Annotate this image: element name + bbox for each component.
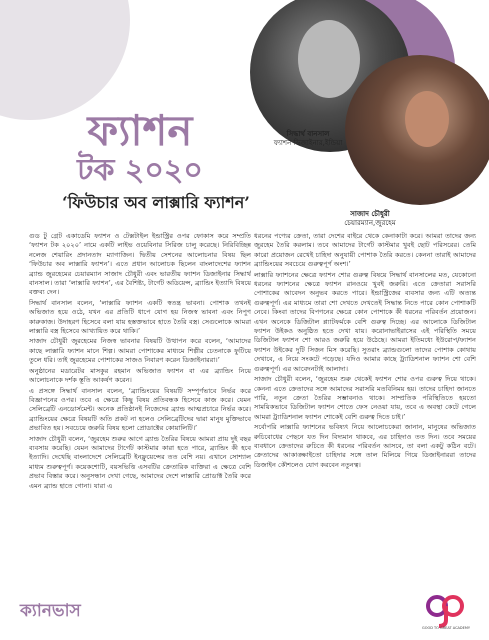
page-title-line-2: টক ২০২০ (77, 153, 203, 188)
paragraph: অনুষ্ঠানের মডারেটর মাসকুর রহমান অভিজাত ফ্যাশন বা এর ব্র্যান্ডিং নিয়ে আলোচনাকে দর্শক স্তূতি আকর্ষণ করেন। (29, 366, 251, 385)
paragraph: সাজাদ চৌধুরী বলেন, ‘জুরহেম শুরুর আগে ব্র্যান্ড তৈরির বিষয়ে আমরা প্রায় দুই বছর ব্যবসায় করেছি। যেমন আমাদের টার্গেট কাস্টমার কারা হতে পারে, ব্র্যান্ডিং কী হবে ইত্যাদি। দেখেছি বাংলাদেশে সেলিব্রেটি ইনফ্লুয়েন্সের তত বেশি নয়। এখানে সোশ্যাল মাধ্যম শুরুত্বপূর্ণ। কয়েকশোটি, বয়সভিত্তি এসবটির ক্রেতারিক ব্যক্তিরা এ ক্ষেত্রে বেশি প্রভাব বিস্তার করে। অনুসন্ধান দেখা গেছে, আমাদের দেশে লাক্সারি প্রোডাক্ট তৈরি করে এমন ব্র্যান্ড হাতে গোনা। যারা এ (29, 434, 251, 490)
paragraph: সিদ্ধার্থ বানসাল বলেন, ‘লাক্সারি ফ্যাশন একটি স্বতন্ত্র ভাবনা। পোশাক তখনই অভিজাত হয়ে ওঠে, যখন এর প্রতিটি ধাপে যোগ হয় নিজস্ব ভাবনা এবং নিপুণ কারুকাজ। উদাহরণ হিসেবে বলা যায় হস্তক্তভাবে হাতে তৈরি বস্ত্র। সেগুলোকে আমরা লাক্সারি বস্ত্র হিসেবে আখ্যায়িত করে থাকি।’ (29, 298, 251, 336)
caption-name: সিদ্ধার্থ বানসাল (286, 130, 330, 138)
caption-person-2 (330, 210, 410, 228)
paragraph: লাক্সারি ফ্যাশনের ক্ষেত্রে ফ্যাশন শোর গুরুত্ব বিষয়ে সিদ্ধার্থ বানসালের মত, যেকোনো ধরনের ফ্যাশনের ক্ষেত্রে ফ্যাশন রানওয়ে খুবই জরুরি। এতে ক্রেতারা সরাসরি পোশাকের আবেদন অনুভব করতে পারে। ইন্ডাস্ট্রিজের ব্যবসার জন্য এটি অত্যন্ত গুরুত্বপূর্ণ। এর মাধ্যমে তারা শো দেখতে দেখতেই সিদ্ধান্ত নিতে পারে কোন পোশাকটি নেবে। কিংবা তাদের বিপণনের ক্ষেত্রে কোন পোশাকে কী ধরনের পরিবর্তন প্রয়োজন। এখন অনেকে ডিজিটাল প্ল্যাটফর্মকে বেশি গুরুত্ব দিচ্ছে। এর আলোকে ডিজিটাল ফ্যাশন উইকও অনুষ্ঠিত হতে দেখা যায়। করোনাভাইরাসের এই পরিস্থিতি সময়ে ডিজিটাল ফ্যাশন শো আরও জরুরি হয়ে উঠেছে। আমরা ইতিমধ্যে ইউরোপ/ফ্যাশন ফ্যাশন উইকের দুটি সিজন মিস করেছি। সুতরাং ব্র্যান্ডগুলো তাদের পোশাক কোথায় দেখাবে, এ নিয়ে সংকটে পড়েছে। যদিও আমার কাছে ট্র্যাডিশনাল ফ্যাশন শো বেশি গুরুত্বপূর্ণ। এর আবেদনটাই আলাদা। (254, 270, 476, 373)
magazine-logo: ক্যানভাস (20, 601, 81, 621)
gg-academy-logo-icon (425, 592, 465, 628)
caption-role: চেয়ারম্যান,জুরহেম (344, 219, 396, 227)
page-subtitle: ‘ফিউচার অব লাক্সারি ফ্যাশন’ (62, 193, 250, 212)
page-title-line-1: ফ্যাশন (87, 106, 193, 155)
paragraph: গুড টু গ্রেট একাডেমি ফ্যাশন ও টেক্সটাইল ইন্ডাস্ট্রির ওপর ফোকাস করে সম্প্রতি ‘ফ্যাশন টক ২০২০’ নামে একটি লাইভ ওয়েবিনার সিরিজ চালু করেছে। নিরিবিচ্ছিন্ন নলেজ শেয়ারিং প্রদানতাদ ম্যাগাজিন। দ্বিতীয় সেশনের আলোচনার বিষয় ছিল ‘ফিউচার অব লাক্সারি ফ্যাশন’। এতে প্রধান আলোচক ছিলেন বাংলাদেশের ফ্যাশন ব্র্যান্ড জুরহেমের চেয়ারম্যান সাজাদ চৌধুরী এবং ভারতীয় ফ্যাশন ডিজাইনার সিদ্ধার্থ বানসাল। তারা ‘লাক্সারি ফ্যাশন’, এর বৈশিষ্ট্য, টার্গেট অডিয়েন্স, ব্র্যান্ডিং ইত্যাদি বিষয়ে বক্তব্য দেন। (29, 232, 251, 297)
caption-name: সাজাদ চৌধুরী (350, 210, 390, 218)
paragraph: ধরনের পণ্যের ক্রেতা, তারা দেশের বাইরে থেকে কেনাকাটা করে। আমরা তাদের জন্য জুরহেম তৈরি করলাম। তবে আমাদের টার্গেট কাস্টমার খুবই ছোট পরিসরের। তেমি কারো প্রয়োজন রেখেই চাহিদা অনুযায়ী পোশাক তৈরি করতে। কেননা তারাই আমাদের ব্র্যান্ডিংয়ের সবচেয়ে গুরুত্বপূর্ণ অংশ।’ (254, 232, 476, 269)
gg-academy-logo-text: GOOD TO GREAT ACADEMY (422, 626, 470, 630)
paragraph: এ প্রসঙ্গে সিদ্ধার্থ বানসাল বলেন, ‘ব্র্যান্ডিংয়ের বিষয়টি সম্পূর্ণভাবে নির্ভর করে বিজ্ঞাপনের ওপর। তবে এ ক্ষেত্রে কিছু বিষয় প্রতিবন্ধক হিসেবে কাজ করে। যেমন সেলিব্রেটি এনডোর্সমেন্ট। অনেক প্রতিষ্ঠানই নিজেদের ব্র্যান্ড আত্মপ্রচারে নির্ভর করে। ব্র্যান্ডিংয়ের ক্ষেত্রে বিষয়টি অতি প্রকট না হলেও সেলিব্রেটিদের দ্বারা মানুষ মুক্তিভাবে প্রভাবিত হয়। সবচেয়ে জরুরি বিষয় হলো প্রোডাক্টের কোয়ালিটি।’ (29, 386, 251, 433)
article-column-right (254, 232, 476, 597)
paragraph: সর্বোপরি লাক্সারি ফ্যাশনের ভবিষ্যৎ নিয়ে আলোচকেরা জানান, মানুষের অভিজাত রুচিবোধের পেছনে যত দিন বিদ্যমান থাকবে, এর চাহিদাও তত দিন। তবে সময়ের ব্যবধানে ক্রেতাদের রুচিতে কী ধরনের পরিবর্তন আসবে, তা বলা একটু কঠিন বটে। ক্রেতাদের আকাঙ্ক্ষাইতো চাহিদার সঙ্গে তাল মিলিয়ে গিয়ে ডিজাইনাররা তাদের ডিজাইন কৌশলেও যোগ করবেন নতুনত্ব। (254, 423, 476, 469)
paragraph: সাজাদ চৌধুরী জুরহেমের নিজস্ব ভাবনার বিষয়টি উত্থাপন করে বলেন, ‘আমাদের কাছে লাক্সারি ফ্যাশন মানে শিল্প। আমরা পোশাকের মাধ্যমে শিল্পীর চেতনাকে ফুটিয়ে তুলে ধরি। তাই জুরহেমের পোশাকের সাজও নিবারণ করেন ডিজাইনাররা।’ (29, 337, 251, 365)
portrait-face (298, 20, 360, 98)
portrait-face (405, 91, 449, 147)
caption-person-1 (268, 130, 348, 148)
paragraph: সাজাদ চৌধুরী বলেন, ‘জুরহেম শুরু থেকেই ফ্যাশন শোর ওপর গুরুত্ব দিয়ে থাকে। কেননা এতে ক্রেতাদের সঙ্গে আমাদের সরাসরি মতবিনিময় হয়। তাদের চাহিদা জানতে পারি, নতুন ক্রেতা তৈরির সম্ভাবনাও থাকে। সাম্প্রতিক পরিস্থিতিতে হয়তো সাময়িকভাবে ডিজিটাল ফ্যাশন শোতে ফেস নেওয়া যায়, তবে এ অবস্থা কেটে গেলে আমরা ট্র্যাডিশনাল ফ্যাশন শোকেই বেশি গুরুত্ব দিতে চাই।’ (254, 375, 476, 421)
article-column-left (29, 232, 251, 587)
portrait-photo-sajjad (345, 55, 489, 205)
caption-role: ফ্যাশন ডিজাইনার,ইন্ডিয়া (273, 139, 343, 147)
decorative-circle-grey (0, 0, 130, 120)
